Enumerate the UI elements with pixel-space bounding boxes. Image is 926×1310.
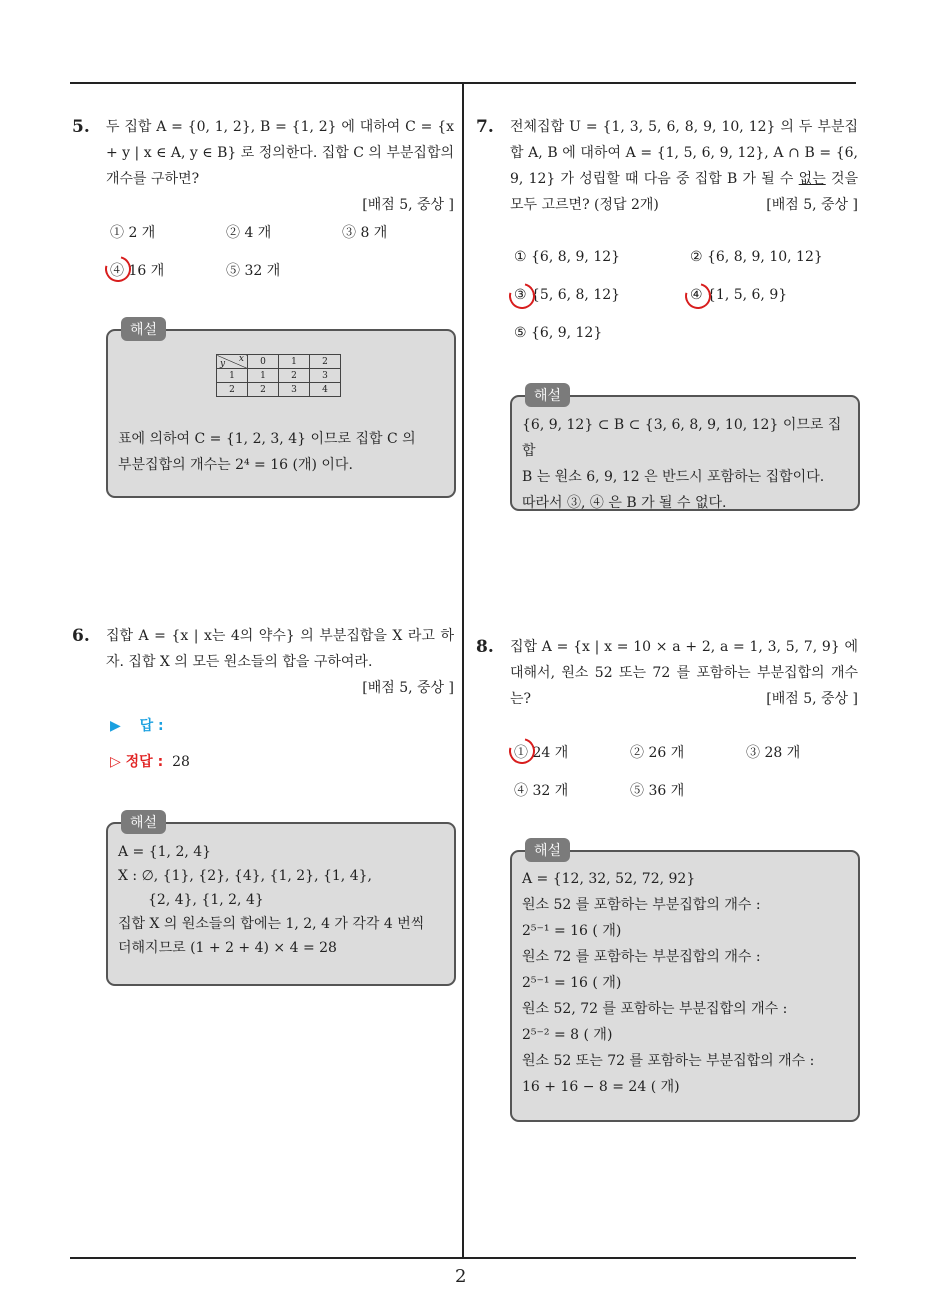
question-body: 전체집합 U = {1, 3, 5, 6, 8, 9, 10, 12} 의 두 부분집합 A, B 에 대하여 A = {1, 5, 6, 9, 12}, A ∩ B = {6, 9, 12} 가 성립할 때 다음 중 집합 B 가 될 수 — [510, 119, 858, 187]
option-4[interactable]: ④ 16 개 — [110, 263, 165, 279]
explanation-line: 원소 52 를 포함하는 부분집합의 개수 : — [522, 897, 761, 913]
explanation-line: 표에 의하여 C = {1, 2, 3, 4} 이므로 집합 C 의 — [118, 431, 416, 447]
explanation-tag: 해설 — [121, 317, 166, 341]
answer-circle-icon — [680, 278, 716, 314]
explanation-line: 원소 52, 72 를 포함하는 부분집합의 개수 : — [522, 1001, 788, 1017]
table-cell: 2 — [279, 369, 310, 383]
explanation-line: 2⁵⁻² = 8 ( 개) — [522, 1027, 613, 1043]
corner-y: y — [220, 359, 226, 369]
question-meta: [배점 5, 중상 ] — [362, 197, 454, 213]
explanation-line: 원소 72 를 포함하는 부분집합의 개수 : — [522, 949, 761, 965]
explanation-line: 2⁵⁻¹ = 16 ( 개) — [522, 975, 622, 991]
answer-row — [110, 715, 164, 735]
explanation-line: A = {12, 32, 52, 72, 92} — [522, 871, 696, 887]
question-text — [106, 623, 454, 701]
explanation-line: {2, 4}, {1, 2, 4} — [148, 892, 264, 908]
question-number: 5. — [72, 117, 90, 137]
option-4[interactable]: ④ {1, 5, 6, 9} — [690, 287, 788, 303]
answer-circle-icon — [100, 251, 136, 287]
answer-circle-icon — [504, 278, 540, 314]
option-4[interactable]: ④ 32 개 — [514, 783, 569, 799]
sum-table — [216, 354, 341, 397]
correct-answer-row — [110, 751, 190, 771]
explanation-line: B 는 원소 6, 9, 12 은 반드시 포함하는 집합이다. — [522, 469, 825, 485]
explanation-text — [118, 426, 446, 478]
question-meta: [배점 5, 중상 ] — [766, 691, 858, 707]
question-body: 집합 A = {x | x는 4의 약수} 의 부분집합을 X 라고 하자. 집합 X 의 모든 원소들의 합을 구하여라. — [106, 628, 454, 670]
table-cell: 1 — [217, 369, 248, 383]
corner-x: x — [238, 354, 244, 364]
question-meta: [배점 5, 중상 ] — [766, 197, 858, 213]
table-cell: 2 — [248, 383, 279, 397]
question-text — [510, 634, 858, 712]
explanation-line: 원소 52 또는 72 를 포함하는 부분집합의 개수 : — [522, 1053, 815, 1069]
explanation-line: 2⁵⁻¹ = 16 ( 개) — [522, 923, 622, 939]
question-text — [106, 114, 454, 218]
explanation-line: 따라서 ③, ④ 은 B 가 될 수 없다. — [522, 495, 727, 511]
explanation-text — [118, 840, 446, 960]
explanation-text — [522, 866, 852, 1100]
option-3[interactable]: ③ 28 개 — [746, 745, 801, 761]
question-body: 두 집합 A = {0, 1, 2}, B = {1, 2} 에 대하여 C = {x + y | x ∈ A, y ∈ B} 로 정의한다. 집합 C 의 부분집합의 개수를 구하면? — [106, 119, 454, 187]
option-2[interactable]: ② 26 개 — [630, 745, 685, 761]
answer-circle-icon — [504, 733, 540, 769]
explanation-text — [522, 412, 852, 516]
question-emphasis: 없는 — [798, 171, 826, 187]
table-cell: 1 — [248, 369, 279, 383]
column-divider — [462, 84, 464, 1258]
correct-label: 정답 : — [125, 754, 164, 770]
explanation-tag: 해설 — [525, 383, 570, 407]
question-number: 7. — [476, 117, 494, 137]
correct-arrow-icon: ▷ — [110, 754, 121, 770]
answer-arrow-icon: ▶ — [110, 718, 121, 734]
table-header: 2 — [310, 355, 341, 369]
table-row — [217, 369, 341, 383]
bottom-rule — [70, 1257, 856, 1259]
option-3[interactable]: ③ 8 개 — [342, 225, 388, 241]
page-number: 2 — [455, 1266, 467, 1287]
option-5[interactable]: ⑤ 32 개 — [226, 263, 281, 279]
explanation-tag: 해설 — [525, 838, 570, 862]
question-number: 8. — [476, 637, 494, 657]
question-number: 6. — [72, 626, 90, 646]
option-2[interactable]: ② 4 개 — [226, 225, 272, 241]
table-cell: 3 — [279, 383, 310, 397]
explanation-line: A = {1, 2, 4} — [118, 844, 212, 860]
question-body-end: 것을 모두 고르면? (정답 2개) — [510, 171, 858, 213]
option-3[interactable]: ③ {5, 6, 8, 12} — [514, 287, 621, 303]
question-meta: [배점 5, 중상 ] — [362, 680, 454, 696]
explanation-tag: 해설 — [121, 810, 166, 834]
question-text — [510, 114, 858, 218]
option-5[interactable]: ⑤ {6, 9, 12} — [514, 325, 603, 341]
table-header: 1 — [279, 355, 310, 369]
table-row — [217, 383, 341, 397]
table-cell: 2 — [217, 383, 248, 397]
table-corner — [217, 355, 248, 369]
explanation-line: 집합 X 의 원소들의 합에는 1, 2, 4 가 각각 4 번씩 — [118, 916, 425, 932]
answer-label: 답 : — [139, 718, 164, 734]
explanation-line: {6, 9, 12} ⊂ B ⊂ {3, 6, 8, 9, 10, 12} 이므로 집합 — [522, 417, 842, 459]
table-header: 0 — [248, 355, 279, 369]
table-cell: 3 — [310, 369, 341, 383]
option-1[interactable]: ① 24 개 — [514, 745, 569, 761]
option-1[interactable]: ① 2 개 — [110, 225, 156, 241]
explanation-line: 더해지므로 (1 + 2 + 4) × 4 = 28 — [118, 940, 337, 956]
option-5[interactable]: ⑤ 36 개 — [630, 783, 685, 799]
option-1[interactable]: ① {6, 8, 9, 12} — [514, 249, 621, 265]
explanation-line: X : ∅, {1}, {2}, {4}, {1, 2}, {1, 4}, — [118, 868, 372, 884]
table-cell: 4 — [310, 383, 341, 397]
explanation-line: 부분집합의 개수는 2⁴ = 16 (개) 이다. — [118, 457, 353, 473]
explanation-line: 16 + 16 − 8 = 24 ( 개) — [522, 1079, 680, 1095]
option-2[interactable]: ② {6, 8, 9, 10, 12} — [690, 249, 823, 265]
question-body: 집합 A = {x | x = 10 × a + 2, a = 1, 3, 5, 7, 9} 에 대해서, 원소 52 또는 72 를 포함하는 부분집합의 개수는? — [510, 639, 858, 707]
correct-value: 28 — [172, 754, 190, 770]
